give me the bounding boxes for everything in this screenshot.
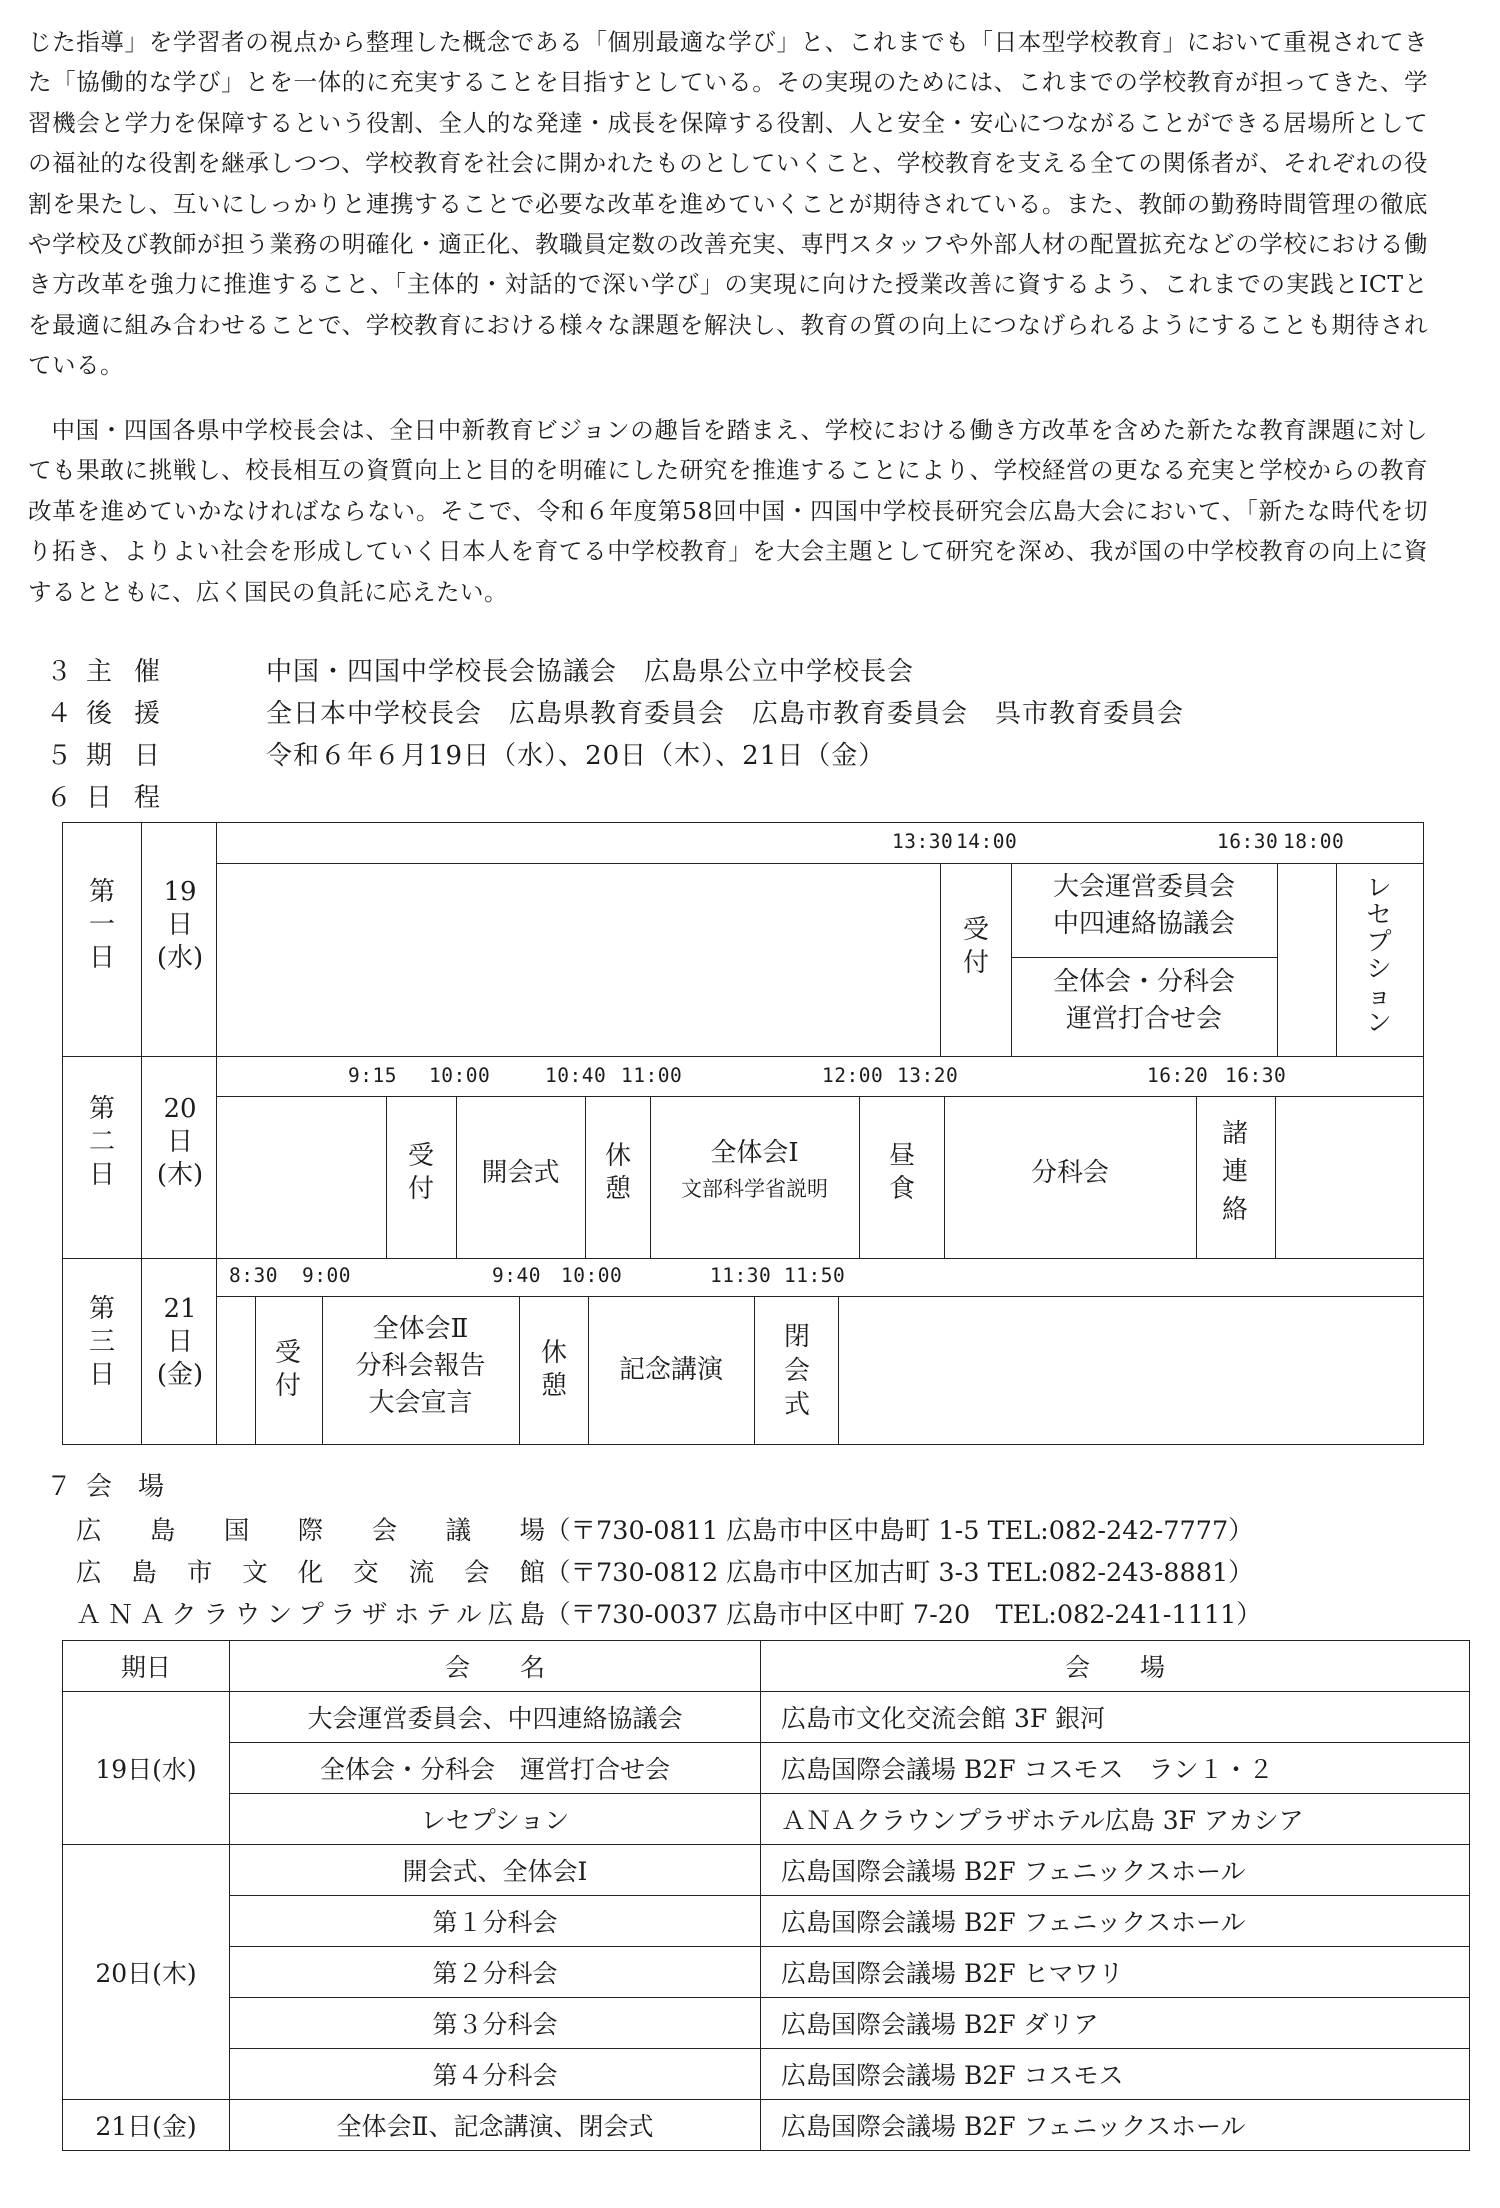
day1-time: 14:00 (956, 830, 1018, 853)
item-label: 日程 (86, 783, 183, 813)
day3-closing: 閉会式 (783, 1322, 810, 1420)
item-organizer (46, 652, 914, 692)
day3-plenary2 (322, 1311, 519, 1422)
item-number: ６ (46, 783, 73, 813)
day2-opening: 開会式 (481, 1158, 560, 1188)
cell-divider (1275, 1096, 1276, 1259)
place-cell: 広島国際会議場 B2F フェニックスホール (761, 1896, 1470, 1947)
meeting-cell: 大会運営委員会、中四連絡協議会 (230, 1692, 761, 1743)
table-row (63, 1896, 1470, 1947)
plenary2-line: 全体会Ⅱ (372, 1314, 469, 1344)
day2-time: 10:40 (545, 1064, 607, 1087)
day2-label: 第二日 (88, 1094, 115, 1190)
day2-notices: 諸連絡 (1221, 1119, 1248, 1225)
item-number: ７ (46, 1472, 73, 1502)
cell-divider (1011, 957, 1278, 958)
cell-divider (754, 1296, 755, 1445)
day2-reception: 受付 (407, 1141, 434, 1204)
meeting-cell: 第２分科会 (230, 1947, 761, 1998)
table-header-row (63, 1641, 1470, 1692)
day3-reception: 受付 (274, 1338, 301, 1401)
item-number: ３ (46, 657, 73, 687)
table-row (63, 1692, 1470, 1743)
day2-break: 休憩 (604, 1141, 631, 1204)
day3-lecture: 記念講演 (618, 1355, 723, 1385)
day-divider (62, 1056, 1424, 1057)
time-axis-line (216, 863, 1424, 864)
venue-line (76, 1553, 1254, 1593)
meeting-cell: レセプション (230, 1794, 761, 1845)
place-cell: 広島国際会議場 B2F フェニックスホール (761, 1845, 1470, 1896)
meeting-cell: 第３分科会 (230, 1998, 761, 2049)
table-row (63, 1794, 1470, 1845)
plenary-subtitle: 文部科学省説明 (681, 1177, 828, 1201)
venue-line (76, 1595, 1262, 1635)
column-header-place: 会 場 (761, 1641, 1470, 1692)
item-label: 期日 (86, 741, 183, 771)
venue-line (76, 1511, 1254, 1551)
day1-time: 18:00 (1283, 830, 1345, 853)
plenary-title: 全体会Ⅰ (710, 1138, 799, 1168)
cell-divider (838, 1296, 839, 1445)
day3-time: 9:40 (492, 1264, 541, 1287)
time-axis-line (216, 1096, 1424, 1097)
venue-name: 広島市文化交流会館 (76, 1558, 545, 1588)
place-cell: 広島市文化交流会館 3F 銀河 (761, 1692, 1470, 1743)
venue-table (62, 1640, 1470, 2151)
meeting-cell: 第４分科会 (230, 2049, 761, 2100)
item-value: 全日本中学校長会 広島県教育委員会 広島市教育委員会 呉市教育委員会 (266, 699, 1185, 729)
day3-date: 21日(金) (156, 1294, 204, 1390)
date-cell: 20日(木) (63, 1845, 230, 2100)
day3-label: 第三日 (88, 1294, 115, 1390)
item-label: 後援 (86, 699, 183, 729)
intro-paragraph-1: じた指導」を学習者の視点から整理した概念である「個別最適な学び」と、これまでも「日本型学校教育」において重視されてきた「協働的な学び」とを一体的に充実することを目指すとしている。その実現のためには、これまでの学校教育が担ってきた、学習機会と学力を保障するという役割、全人的な発達・成長を保障する役割、人と安全・安心につながることができる居場所としての福祉的な役割を継承しつつ、学校教育を社会に開かれたものとしていくこと、学校教育を支える全ての関係者が、それぞれの役割を果たし、互いにしっかりと連携することで必要な改革を進めていくことが期待されている。また、教師の勤務時間管理の徹底や学校及び教師が担う業務の明確化・適正化、教職員定数の改善充実、専門スタッフや外部人材の配置拡充などの学校における働き方改革を強力に推進すること、「主体的・対話的で深い学び」の実現に向けた授業改善に資するよう、これまでの実践とICTとを最適に組み合わせることで、学校教育における様々な課題を解決し、教育の質の向上につなげられるようにすることも期待されている。 (28, 28, 1428, 380)
meeting-cell: 全体会・分科会 運営打合せ会 (230, 1743, 761, 1794)
venue-detail: （〒730-0037 広島市中区中町 7-20 TEL:082-241-1111） (545, 1600, 1262, 1630)
day1-meeting-a (1011, 869, 1277, 943)
cell-divider (519, 1296, 520, 1445)
day1-label: 第一日 (88, 877, 115, 973)
column-header-meeting: 会 名 (230, 1641, 761, 1692)
day1-reception: 受付 (962, 915, 989, 978)
day2-date: 20日(木) (156, 1094, 204, 1190)
day2-time: 9:15 (348, 1064, 397, 1087)
item-value: 令和６年６月19日（水）、20日（木）、21日（金） (266, 741, 886, 771)
day3-break: 休憩 (540, 1338, 567, 1401)
day2-plenary (650, 1135, 859, 1206)
day1-time: 16:30 (1217, 830, 1279, 853)
plenary2-line: 大会宣言 (368, 1388, 473, 1418)
day1-party: レセプション (1366, 873, 1392, 1037)
column-header-date: 期日 (63, 1641, 230, 1692)
table-row (63, 2049, 1470, 2100)
item-support (46, 694, 1184, 734)
day3-time: 10:00 (561, 1264, 623, 1287)
place-cell: ＡＮＡクラウンプラザホテル広島 3F アカシア (761, 1794, 1470, 1845)
item-number: ５ (46, 741, 73, 771)
day2-time: 12:00 (822, 1064, 884, 1087)
table-row (63, 2100, 1470, 2151)
place-cell: 広島国際会議場 B2F コスモス ラン１・２ (761, 1743, 1470, 1794)
venue-name: 広島国際会議場 (76, 1516, 545, 1546)
venue-detail: （〒730-0811 広島市中区中島町 1-5 TEL:082-242-7777） (545, 1516, 1254, 1546)
cell-divider (255, 1296, 256, 1445)
cell-divider (585, 1096, 586, 1259)
cell-divider (386, 1096, 387, 1259)
table-row (63, 1743, 1470, 1794)
day3-time: 11:30 (710, 1264, 772, 1287)
day1-time: 13:30 (892, 830, 954, 853)
day1-meeting-b (1011, 964, 1277, 1038)
day2-time: 10:00 (429, 1064, 491, 1087)
item-venues (46, 1467, 266, 1507)
meeting-name: 大会運営委員会 (1052, 872, 1235, 902)
day-divider (62, 1258, 1424, 1259)
meeting-cell: 第１分科会 (230, 1896, 761, 1947)
table-row (63, 1998, 1470, 2049)
meeting-name: 中四連絡協議会 (1052, 909, 1235, 939)
item-value: 中国・四国中学校長会協議会 広島県公立中学校長会 (266, 657, 915, 687)
item-dates (46, 736, 885, 776)
item-label: 会場 (86, 1472, 191, 1502)
cell-divider (1196, 1096, 1197, 1259)
intro-paragraph-2: 中国・四国各県中学校長会は、全日中新教育ビジョンの趣旨を踏まえ、学校における働き方改革を含めた新たな教育課題に対しても果敢に挑戦し、校長相互の資質向上と目的を明確にした研究を推進することにより、学校経営の更なる充実と学校からの教育改革を進めていかなければならない。そこで、令和６年度第58回中国・四国中学校長研究会広島大会において、「新たな時代を切り拓き、よりよい社会を形成していく日本人を育てる中学校教育」を大会主題として研究を深め、我が国の中学校教育の向上に資するとともに、広く国民の負託に応えたい。 (28, 416, 1428, 606)
day2-sections: 分科会 (1030, 1158, 1109, 1188)
meeting-cell: 全体会Ⅱ、記念講演、閉会式 (230, 2100, 761, 2151)
day2-time: 16:20 (1147, 1064, 1209, 1087)
date-cell: 21日(金) (63, 2100, 230, 2151)
day2-lunch: 昼食 (888, 1141, 915, 1204)
item-label: 主催 (86, 657, 183, 687)
place-cell: 広島国際会議場 B2F コスモス (761, 2049, 1470, 2100)
meeting-name: 全体会・分科会 (1052, 967, 1235, 997)
day2-time: 16:30 (1225, 1064, 1287, 1087)
day3-time: 9:00 (302, 1264, 351, 1287)
place-cell: 広島国際会議場 B2F ヒマワリ (761, 1947, 1470, 1998)
day2-time: 13:20 (897, 1064, 959, 1087)
venue-detail: （〒730-0812 広島市中区加古町 3-3 TEL:082-243-8881） (545, 1558, 1254, 1588)
plenary2-line: 分科会報告 (355, 1351, 486, 1381)
date-cell: 19日(水) (63, 1692, 230, 1845)
cell-divider (859, 1096, 860, 1259)
item-number: ４ (46, 699, 73, 729)
venue-name: ＡＮＡクラウンプラザホテル広島 (76, 1600, 545, 1630)
meeting-cell: 開会式、全体会Ⅰ (230, 1845, 761, 1896)
day3-time: 8:30 (229, 1264, 278, 1287)
place-cell: 広島国際会議場 B2F ダリア (761, 1998, 1470, 2049)
meeting-name: 運営打合せ会 (1065, 1004, 1222, 1034)
time-axis-line (216, 1296, 1424, 1297)
table-row (63, 1947, 1470, 1998)
day2-time: 11:00 (621, 1064, 683, 1087)
day1-gap-cell (1277, 863, 1337, 1057)
place-cell: 広島国際会議場 B2F フェニックスホール (761, 2100, 1470, 2151)
item-schedule (46, 778, 266, 818)
day1-date: 19日(水) (156, 877, 204, 973)
table-row (63, 1845, 1470, 1896)
day3-time: 11:50 (784, 1264, 846, 1287)
